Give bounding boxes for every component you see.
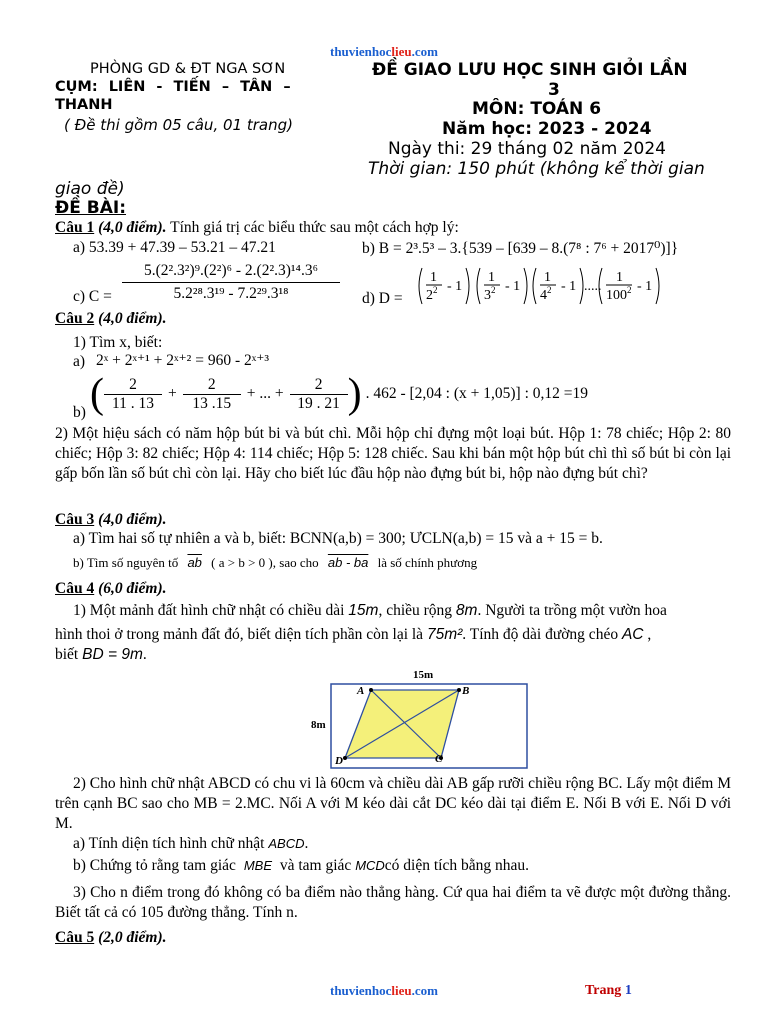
question-4-part2: 2) Cho hình chữ nhật ABCD có chu vi là 60cm và chiều dài AB gấp rưỡi chiều rộng BC. Lấy một điểm M trên cạnh BC sao cho MB = 2.MC. Nối A với M kéo dài cắt DC kéo dài tại điểm E. Nối B với E. Nối D với M. [55, 775, 731, 832]
problems-heading-text: ĐỀ BÀI: [55, 198, 127, 218]
question-1-heading [55, 219, 459, 237]
paren-right [656, 268, 659, 304]
question-4-part3: 3) Cho n điểm trong đó không có ba điểm nào thẳng hàng. Cứ qua hai điểm ta vẽ được một đường thẳng. Biết tất cả có 105 đường thẳng. Tính n. [55, 884, 731, 921]
b-fraction-2-num: 2 [183, 376, 241, 395]
q4-remaining-area: 75m² [426, 626, 463, 643]
b-fraction-3-num: 2 [290, 376, 348, 395]
question-4-part2b [73, 857, 529, 875]
q4-length: 15m [348, 602, 379, 619]
rhombus-figure [305, 666, 535, 772]
d-minus-one: - 1 [447, 279, 463, 294]
question-1-label: Câu 1 [55, 219, 95, 236]
q4-p2b-pre: b) Chứng tỏ rằng tam giác [73, 857, 236, 874]
exam-date: Ngày thi: 29 tháng 02 năm 2024 [388, 139, 667, 159]
question-3b-mid: ( a > b > 0 ), sao cho [211, 555, 319, 570]
label-c: C [435, 753, 443, 765]
q4-p2b-post: có diện tích bằng nhau. [384, 857, 529, 874]
b-dots: + ... + [246, 385, 284, 402]
b-fraction-2 [183, 376, 241, 413]
question-4-points: (6,0 điểm). [98, 580, 167, 597]
question-1-points: (4,0 điểm). [98, 219, 167, 236]
b-fraction-3-den: 19 . 21 [297, 394, 340, 412]
site-link-top-text: thuvienhoclieu.com [330, 44, 438, 59]
d-dots: ..... [584, 279, 602, 294]
d-minus-one: - 1 [637, 279, 653, 294]
q4-mbe: MBE [243, 858, 272, 873]
d-frac-den: $100^2$ [606, 285, 632, 303]
exam-duration-line2: giao đề) [55, 179, 125, 199]
b-tail: . 462 - [2,04 : (x + 1,05)] : 0,12 =19 [365, 385, 589, 402]
q4-p2b-mid: và tam giác [279, 857, 352, 874]
paren-left: ( [90, 371, 104, 417]
exam-title: ĐỀ GIAO LƯU HỌC SINH GIỎI LẦN [372, 60, 688, 80]
d-frac-num: 1 [544, 270, 551, 285]
q4-mcd: MCD [355, 858, 385, 873]
d-frac-num: 1 [616, 270, 623, 285]
question-3-points: (4,0 điểm). [98, 511, 167, 528]
question-4-part1-line2 [55, 626, 651, 644]
point-b [457, 688, 461, 692]
question-1c-fraction [122, 262, 340, 303]
question-1-intro: Tính giá trị các biểu thức sau một cách hợp lý: [170, 219, 459, 236]
problems-heading [55, 198, 126, 218]
question-2-part2: 2) Một hiệu sách có năm hộp bút bi và bút chì. Mỗi hộp chỉ đựng một loại bút. Hộp 1: 78 chiếc; Hộp 2: 80 chiếc; Hộp 3: 82 chiếc; Hộp 4: 114 chiếc; Hộp 5: 128 chiếc. Sau khi bán một hộp bút chì thì số bút bi còn lại gấp bốn lần số bút chì còn lại. Hãy cho biết lúc đầu hộp nào đựng bút bi, hộp nào đựng bút chì? [55, 425, 731, 482]
question-4-part1-line3 [55, 646, 147, 664]
b-fraction-1 [104, 376, 162, 413]
question-2-label: Câu 2 [55, 310, 95, 327]
question-2-part1: 1) Tìm x, biết: [73, 334, 163, 351]
question-4-label: Câu 4 [55, 580, 95, 597]
question-2-points: (4,0 điểm). [98, 310, 167, 327]
q4-p1-text-b: , chiều rộng [378, 602, 453, 619]
d-minus-one: - 1 [561, 279, 577, 294]
d-frac-num: 1 [430, 270, 437, 285]
q4-p1-text-c: . Người ta trồng một vườn hoa [477, 602, 667, 619]
q4-p1-text-a: 1) Một mảnh đất hình chữ nhật có chiều dài [73, 602, 345, 619]
paren-right [524, 268, 527, 304]
point-d [343, 756, 347, 760]
site-link-bottom[interactable] [330, 983, 438, 999]
q4-p1-comma: , [647, 626, 652, 643]
question-4-heading [55, 580, 167, 598]
question-1c-label: c) C = [73, 288, 112, 305]
paren-right [466, 268, 469, 304]
q4-width: 8m [455, 602, 478, 619]
q4-ac: AC [621, 626, 644, 643]
label-b: B [462, 685, 470, 697]
figure-length-label: 15m [413, 669, 434, 681]
site-link-top[interactable] [330, 44, 438, 60]
figure-width-label: 8m [311, 719, 326, 731]
exam-year: Năm học: 2023 - 2024 [442, 119, 652, 139]
question-3-heading [55, 511, 167, 529]
d-frac-den: $4^2$ [540, 285, 552, 303]
question-2-heading [55, 310, 167, 328]
b-fraction-3 [290, 376, 348, 413]
cluster-name: CỤM: LIÊN - TIẾN – TÂN – [55, 79, 291, 95]
b-fraction-1-den: 11 . 13 [111, 394, 155, 412]
question-3a: a) Tìm hai số tự nhiên a và b, biết: BCNN(a,b) = 300; ƯCLN(a,b) = 15 và a + 15 = b. [73, 530, 603, 547]
question-1c-numerator: 5.(2².3²)⁹.(2²)⁶ - 2.(2².3)¹⁴.3⁶ [122, 262, 340, 283]
question-3b-expr: ab - ba [327, 555, 369, 570]
question-2a-label: a) [73, 353, 86, 370]
q4-abcd: ABCD [268, 836, 305, 851]
d-frac-den: $3^2$ [484, 285, 496, 303]
question-1b: b) B = 2³.5³ – 3.{539 – [639 – 8.(7⁸ : 7⁶ + 2017⁰)]} [362, 240, 679, 257]
point-a [369, 688, 373, 692]
paren-left [419, 268, 422, 304]
site-link-bottom-text: thuvienhoclieu.com [330, 983, 438, 998]
question-2b-expression: ( $\frac{2}{11 . 13}$ + $\frac{2}{13 .15}$ + ... + $\frac{2}{19 . 21}$ ) . 462 - [2,04 : (x + 1,05)] : 0,12 =19 [90, 371, 589, 417]
b-fraction-1-num: 2 [104, 376, 162, 395]
exam-page-note: ( Đề thi gồm 05 câu, 01 trang) [64, 116, 293, 134]
q4-p1-dot: . [142, 646, 147, 663]
exam-title-line2: 3 [548, 80, 560, 100]
question-5-points: (2,0 điểm). [98, 929, 167, 946]
question-4-part2a [73, 835, 308, 853]
d-frac-num: 1 [488, 270, 495, 285]
paren-left [477, 268, 480, 304]
question-1c-denominator: 5.2²⁸.3¹⁹ - 7.2²⁹.3¹⁸ [173, 285, 289, 302]
cluster-name-line2: THANH [55, 97, 113, 113]
question-1d-label: d) D = [362, 290, 403, 307]
exam-subject: MÔN: TOÁN 6 [472, 99, 602, 119]
page-number: Trang 1 [585, 983, 632, 998]
d-minus-one: - 1 [505, 279, 521, 294]
question-3b-pre: b) Tìm số nguyên tố [73, 555, 179, 570]
question-3-label: Câu 3 [55, 511, 95, 528]
question-2b-label: b) [73, 404, 86, 421]
question-1a: a) 53.39 + 47.39 – 53.21 – 47.21 [73, 239, 276, 256]
q4-p2a-pre: a) Tính diện tích hình chữ nhật [73, 835, 265, 852]
b-fraction-2-den: 13 .15 [192, 394, 232, 412]
d-frac-den: $2^2$ [426, 285, 438, 303]
question-5-heading [55, 929, 167, 947]
paren-left [533, 268, 536, 304]
question-5-label: Câu 5 [55, 929, 95, 946]
label-a: A [357, 685, 365, 697]
paren-right: ) [347, 371, 362, 417]
question-3b-post: là số chính phương [377, 555, 478, 570]
label-d: D [335, 755, 343, 767]
question-3b [73, 555, 477, 571]
question-4-part1-line1 [73, 602, 667, 620]
q4-p1-line3-a: biết [55, 646, 79, 663]
q4-p2a-post: . [304, 835, 309, 852]
paren-right [580, 268, 583, 304]
question-1d-expression [416, 264, 664, 308]
question-3b-ab: $\overline{ab}$ [187, 555, 202, 570]
question-2a-expression: 2ˣ + 2ˣ⁺¹ + 2ˣ⁺² = 960 - 2ˣ⁺³ [96, 352, 270, 369]
exam-duration: Thời gian: 150 phút (không kể thời gian [368, 159, 705, 179]
q4-p1-line2-b: . Tính độ dài đường chéo [462, 626, 619, 643]
q4-bd: BD = 9m [82, 646, 143, 663]
q4-p1-line2-a: hình thoi ở trong mảnh đất đó, biết diện tích phần còn lại là [55, 626, 424, 643]
department-name: PHÒNG GD & ĐT NGA SƠN [90, 61, 286, 77]
